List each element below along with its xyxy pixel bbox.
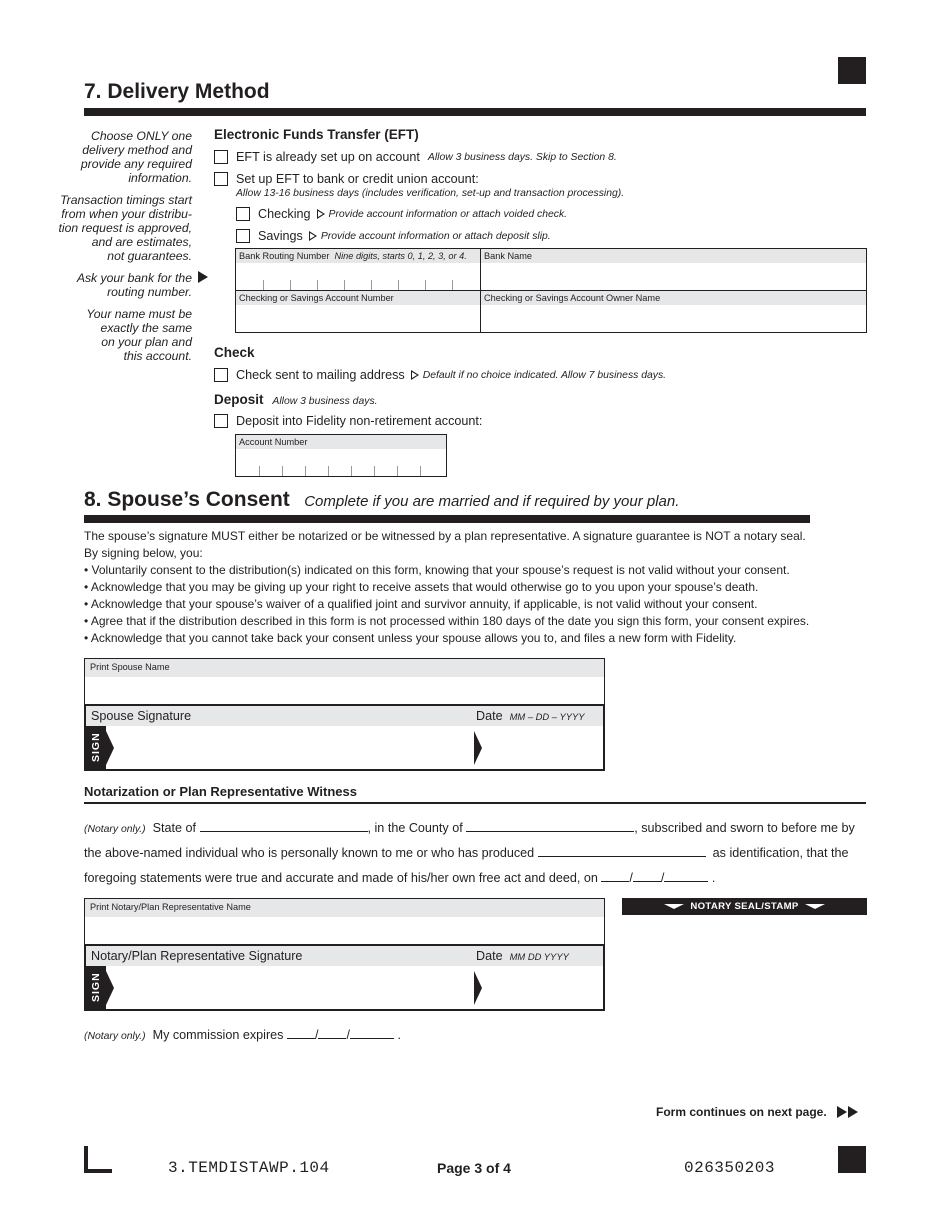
eft-setup-note: Allow 13-16 business days (includes verification, set-up and transaction processing). [236, 188, 625, 199]
checking-option: Checking Provide account information or attach voided check. [236, 207, 567, 221]
notary-heading: Notarization or Plan Representative Witness [84, 784, 357, 799]
notary-date-label: Date MM DD YYYY [476, 949, 569, 963]
consent-paragraph: The spouse’s signature MUST either be notarized or be witnessed by a plan representative. A signature guarantee is NOT a notary seal. By signing below, you: • Voluntarily consent to the distribution(s) indicated on this form, knowing that your spouse’s request is not valid without your consent. • Acknowledge that you may be giving up your right to receive assets that would otherwise go to you upon your spouse’s death. • Acknowledge that your spouse’s waiver of a qualified joint and survivor annuity, if applicable, is not valid without your consent. • Agree that if the distribution described in this form is not processed within 180 days of the date you sign this form, your consent expires. • Acknowledge that you cannot take back your consent unless your spouse allows you to, and files a new form with Fidelity. [84, 529, 810, 645]
date-arrow-icon [474, 731, 482, 765]
notary-date-day[interactable] [633, 870, 661, 882]
eft-heading: Electronic Funds Transfer (EFT) [214, 127, 419, 142]
notary-line-3: foregoing statements were true and accurate and made of his/her own free act and deed, on / / . [84, 871, 716, 885]
pointer-icon [411, 370, 419, 380]
bank-name-field[interactable]: Bank Name [480, 248, 867, 291]
continues-note: Form continues on next page. [656, 1105, 858, 1119]
commission-day[interactable] [318, 1027, 346, 1039]
print-notary-name-field[interactable]: Print Notary/Plan Representative Name [84, 898, 605, 944]
spouse-signature-box [84, 704, 605, 771]
chevron-down-icon [664, 904, 684, 909]
pointer-icon [317, 209, 325, 219]
section-7-sidebar [12, 129, 192, 371]
print-spouse-name-field[interactable]: Print Spouse Name [84, 658, 605, 704]
section-8-title: 8. Spouse’s Consent [84, 488, 290, 511]
notary-line-1: (Notary only.) State of , in the County of , subscribed and sworn to before me by [84, 821, 855, 835]
notary-signature-field[interactable] [114, 966, 474, 1009]
section-7-rule [84, 108, 866, 116]
sidebar-note-routing: Ask your bank for the routing number. [76, 271, 192, 299]
arrow-right-icon [848, 1106, 858, 1118]
eft-setup-checkbox[interactable] [214, 172, 228, 186]
date-arrow-icon [474, 971, 482, 1005]
checking-checkbox[interactable] [236, 207, 250, 221]
notary-line-2: the above-named individual who is personally known to me or who has produced as identification, that the [84, 846, 849, 860]
chevron-down-icon [805, 904, 825, 909]
deposit-option: Deposit into Fidelity non-retirement account: [214, 414, 482, 428]
account-number-field[interactable]: Checking or Savings Account Number [235, 290, 481, 333]
check-option: Check sent to mailing address Default if no choice indicated. Allow 7 business days. [214, 368, 666, 382]
spouse-date-label: Date MM – DD – YYYY [476, 709, 585, 723]
notary-seal-area: NOTARY SEAL/STAMP [622, 898, 867, 915]
registration-mark-bottom-right [838, 1146, 866, 1173]
savings-option: Savings Provide account information or attach deposit slip. [236, 229, 551, 243]
state-field[interactable] [200, 820, 368, 832]
sign-tab: SIGN [86, 726, 106, 769]
identification-field[interactable] [538, 845, 706, 857]
eft-existing-option: EFT is already set up on account Allow 3 business days. Skip to Section 8. [214, 150, 617, 164]
sidebar-note-name: Your name must be exactly the same on your plan and this account. [86, 307, 192, 363]
notary-date-year[interactable] [664, 870, 708, 882]
spouse-date-field[interactable] [482, 726, 603, 769]
barcode-number: 026350203 [684, 1159, 775, 1177]
savings-checkbox[interactable] [236, 229, 250, 243]
registration-mark-top-right [838, 57, 866, 84]
form-code: 3.TEMDISTAWP.104 [168, 1159, 330, 1177]
eft-existing-checkbox[interactable] [214, 150, 228, 164]
section-8-subtitle: Complete if you are married and if required by your plan. [304, 493, 680, 510]
routing-pointer-icon [198, 271, 208, 283]
sign-tab: SIGN [86, 966, 106, 1009]
notary-heading-rule [84, 802, 866, 804]
sidebar-note-timings: Transaction timings start from when your distribu- tion request is approved, and are estimates, not guarantees. [58, 193, 192, 263]
commission-month[interactable] [287, 1027, 315, 1039]
county-field[interactable] [466, 820, 634, 832]
account-owner-field[interactable]: Checking or Savings Account Owner Name [480, 290, 867, 333]
commission-line: (Notary only.) My commission expires / / . [84, 1028, 401, 1042]
pointer-icon [309, 231, 317, 241]
deposit-account-field[interactable]: Account Number [235, 434, 447, 477]
section-7-title: 7. Delivery Method [84, 80, 270, 103]
sign-arrow-icon [106, 971, 114, 1005]
eft-setup-option: Set up EFT to bank or credit union account: [214, 172, 479, 186]
notary-signature-label: Notary/Plan Representative Signature [91, 949, 303, 963]
notary-signature-box [84, 944, 605, 1011]
check-checkbox[interactable] [214, 368, 228, 382]
spouse-signature-label: Spouse Signature [91, 709, 192, 723]
sidebar-note-choose: Choose ONLY one delivery method and provide any required information. [80, 129, 192, 185]
deposit-checkbox[interactable] [214, 414, 228, 428]
section-8-rule [84, 515, 810, 523]
deposit-heading-row: Deposit Allow 3 business days. [214, 392, 378, 407]
notary-date-field[interactable] [482, 966, 603, 1009]
check-heading: Check [214, 345, 255, 360]
sign-arrow-icon [106, 731, 114, 765]
spouse-signature-field[interactable] [114, 726, 474, 769]
notary-date-month[interactable] [601, 870, 629, 882]
section-8-title-row [84, 488, 679, 512]
page-number: Page 3 of 4 [437, 1160, 511, 1176]
commission-year[interactable] [350, 1027, 394, 1039]
bank-routing-field[interactable]: Bank Routing Number Nine digits, starts 0, 1, 2, 3, or 4. [235, 248, 481, 291]
arrow-right-icon [837, 1106, 847, 1118]
registration-mark-bottom-left [84, 1146, 112, 1173]
